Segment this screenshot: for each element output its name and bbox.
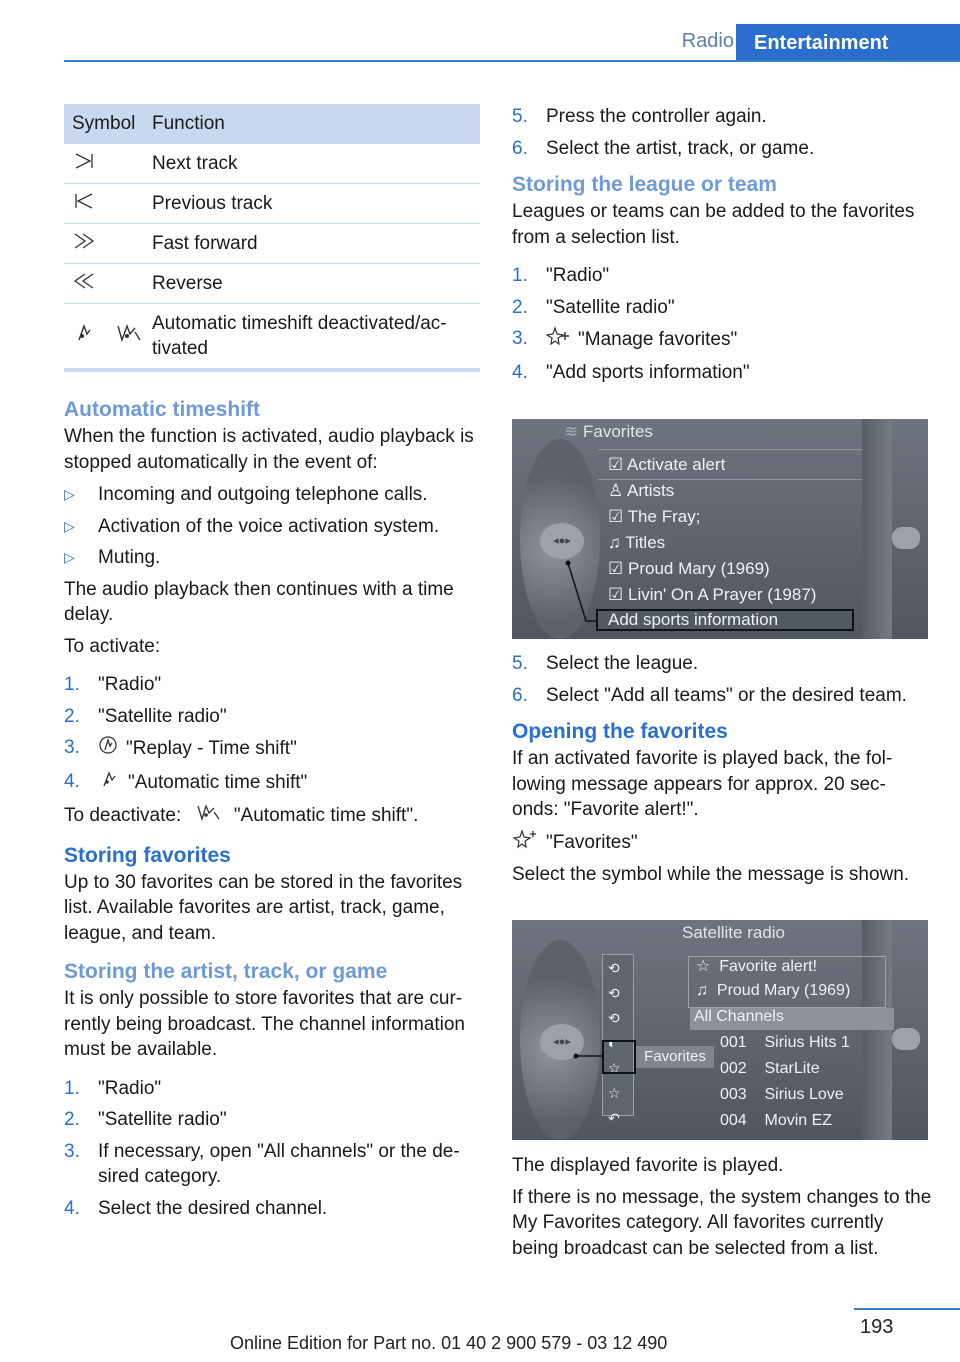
table-row <box>64 144 480 184</box>
icon-bar-icons[interactable]: ⟲ ⟲ ⟲ ◐ ☆ ☆ ↶ <box>608 960 621 1126</box>
list-item: 4. "Add sports information" <box>512 361 750 383</box>
paragraph: Up to 30 favorites can be stored in the favorites list. Available favorites are artist, track, game, league, and team. <box>64 871 463 944</box>
right-column-cont <box>512 651 932 888</box>
display-bezel <box>862 419 892 639</box>
channel-row[interactable]: 003 Sirius Love <box>720 1086 844 1103</box>
timeshift-on-icon <box>115 322 143 350</box>
numbered-list <box>512 263 932 385</box>
favorites-star-icon <box>512 829 538 857</box>
timeshift-on-icon <box>195 802 221 830</box>
list-item: ▷ Muting. <box>64 545 482 571</box>
bullet-icon: ▷ <box>64 517 75 534</box>
table-cell: Next track <box>152 144 480 184</box>
table-row <box>64 304 480 371</box>
right-column <box>512 104 932 391</box>
timeshift-off-icon <box>98 769 120 797</box>
screenshot-favorites <box>512 419 928 639</box>
table-row <box>64 264 480 304</box>
knob-arrows-icon: ◂●▸ <box>540 1024 584 1060</box>
table-cell: Reverse <box>152 264 480 304</box>
screen-title: Satellite radio <box>682 923 786 942</box>
fast-forward-icon <box>72 231 98 257</box>
header-chapter: Entertainment <box>736 24 960 62</box>
next-track-icon <box>72 151 96 177</box>
menu-item[interactable]: ☑ Activate alert <box>608 455 726 474</box>
list-item: 1. "Radio" <box>64 1077 162 1099</box>
channel-row[interactable]: 004 Movin EZ <box>720 1112 833 1129</box>
all-channels-row[interactable]: All Channels <box>690 1008 894 1030</box>
replay-icon <box>98 735 118 763</box>
menu-item[interactable]: ☑ Livin' On A Prayer (1987) <box>608 585 817 604</box>
checkbox-icon: ☑ <box>608 455 624 474</box>
music-note-icon: ♫ <box>608 533 621 552</box>
list-item: 2. "Satellite radio" <box>512 296 675 318</box>
radio-icon: ≋ <box>564 422 579 441</box>
list-item: 1. "Radio" <box>64 674 162 695</box>
list-item: ▷ Incoming and outgoing telephone calls. <box>64 482 482 508</box>
music-note-icon: ♫ <box>696 982 708 999</box>
table-cell: Fast forward <box>152 224 480 264</box>
bullet-icon: ▷ <box>64 486 75 502</box>
callout-line <box>562 559 602 639</box>
table-cell: Previous track <box>152 184 480 224</box>
col-symbol: Symbol <box>64 104 152 144</box>
list-item: 5. Press the controller again. <box>512 106 767 127</box>
list-item: 6. Select the artist, track, or game. <box>512 137 815 159</box>
checkbox-icon: ☑ <box>608 507 624 526</box>
deactivate-line: To deactivate: "Automatic time shift". <box>64 802 482 830</box>
list-item: 2. "Satellite radio" <box>64 705 227 727</box>
bullet-icon: ▷ <box>64 549 75 565</box>
footer-text: Online Edition for Part no. 01 40 2 900 579 - 03 12 490 <box>230 1333 668 1353</box>
left-column <box>64 396 482 1227</box>
favorites-line: "Favorites" <box>512 829 932 857</box>
heading-storing-favorites: Storing favorites <box>64 843 231 867</box>
display-bezel <box>862 920 892 1140</box>
menu-item[interactable]: ♫ Titles <box>608 533 666 552</box>
symbol-table <box>64 104 480 372</box>
checkbox-icon: ☑ <box>608 559 624 578</box>
heading-opening-favorites: Opening the favorites <box>512 720 728 743</box>
channel-row[interactable]: 002 StarLite <box>720 1060 820 1077</box>
col-function: Function <box>152 104 480 144</box>
list-item: 3. "Replay - Time shift" <box>64 735 482 763</box>
alert-song: ♫ Proud Mary (1969) <box>696 982 851 999</box>
bullet-list <box>64 482 482 571</box>
heading-auto-timeshift: Automatic timeshift <box>64 398 261 421</box>
header-section: Radio <box>681 30 734 52</box>
manage-favorites-icon <box>546 326 570 354</box>
paragraph: When the function is activated, audio playback is stopped automatically in the event of: <box>64 426 474 473</box>
table-header-row <box>64 104 480 144</box>
heading-storing-artist: Storing the artist, track, or game <box>64 960 388 983</box>
paragraph: The displayed favorite is played. <box>512 1155 784 1176</box>
star-icon: ☆ <box>696 958 711 975</box>
list-item: 3. "Manage favorites" <box>512 326 932 354</box>
list-item: 5. Select the league. <box>512 653 699 674</box>
paragraph: Select the symbol while the message is shown. <box>512 864 910 885</box>
paragraph: The audio playback then continues with a time delay. <box>64 578 454 625</box>
list-item: 6. Select "Add all teams" or the desired team. <box>512 684 907 706</box>
paragraph: Leagues or teams can be added to the favorites from a selection list. <box>512 201 915 248</box>
numbered-list <box>64 672 482 796</box>
options-button-icon <box>892 527 920 549</box>
favorites-tooltip: Favorites <box>636 1046 714 1068</box>
callout-line <box>572 1040 606 1070</box>
paragraph: It is only possible to store favorites that are cur-rently being broadcast. The channel information must be available. <box>64 988 466 1060</box>
artist-icon: ♙ <box>608 481 624 500</box>
timeshift-off-icon <box>72 322 96 350</box>
table-cell: Automatic timeshift deactivated/ac-tivated <box>152 304 480 371</box>
paragraph: To activate: <box>64 635 161 657</box>
menu-item[interactable]: ☑ Proud Mary (1969) <box>608 559 770 578</box>
checkbox-icon: ☑ <box>608 585 624 604</box>
numbered-list <box>512 104 932 161</box>
list-item: 1. "Radio" <box>512 265 610 286</box>
paragraph: If an activated favorite is played back, the fol-lowing message appears for approx. 20 sec-onds: "Favorite alert!". <box>512 748 893 820</box>
table-row <box>64 184 480 224</box>
alert-text: ☆ Favorite alert! <box>696 958 818 975</box>
numbered-list <box>64 1076 482 1222</box>
page-number: 193 <box>860 1316 894 1338</box>
knob-arrows-icon: ◂●▸ <box>540 523 584 559</box>
table-row <box>64 224 480 264</box>
numbered-list <box>512 651 932 708</box>
page-number-rule <box>854 1308 960 1310</box>
list-item: 4. Select the desired channel. <box>64 1197 328 1219</box>
list-item: 4. "Automatic time shift" <box>64 769 482 797</box>
previous-track-icon <box>72 191 96 217</box>
channel-row[interactable]: 001 Sirius Hits 1 <box>720 1034 850 1051</box>
header-rule <box>64 60 960 62</box>
list-item: 3. If necessary, open "All channels" or the de-sired category. <box>64 1140 460 1187</box>
reverse-icon <box>72 271 98 297</box>
screenshot-satellite-radio <box>512 920 928 1140</box>
screen-title: ≋ Favorites <box>564 422 653 441</box>
menu-item-selected[interactable]: Add sports information <box>596 609 854 631</box>
right-column-end <box>512 1153 932 1261</box>
heading-storing-league: Storing the league or team <box>512 173 777 196</box>
menu-item[interactable]: ♙ Artists <box>608 481 675 500</box>
paragraph: If there is no message, the system changes to the My Favorites category. All favorites currently being broadcast can be selected from a list. <box>512 1186 932 1259</box>
favorites-button-highlight[interactable] <box>602 1040 636 1074</box>
list-item: 2. "Satellite radio" <box>64 1109 227 1130</box>
options-button-icon <box>892 1028 920 1050</box>
menu-item[interactable]: ☑ The Fray; <box>608 507 701 526</box>
list-item: ▷ Activation of the voice activation system. <box>64 514 482 540</box>
